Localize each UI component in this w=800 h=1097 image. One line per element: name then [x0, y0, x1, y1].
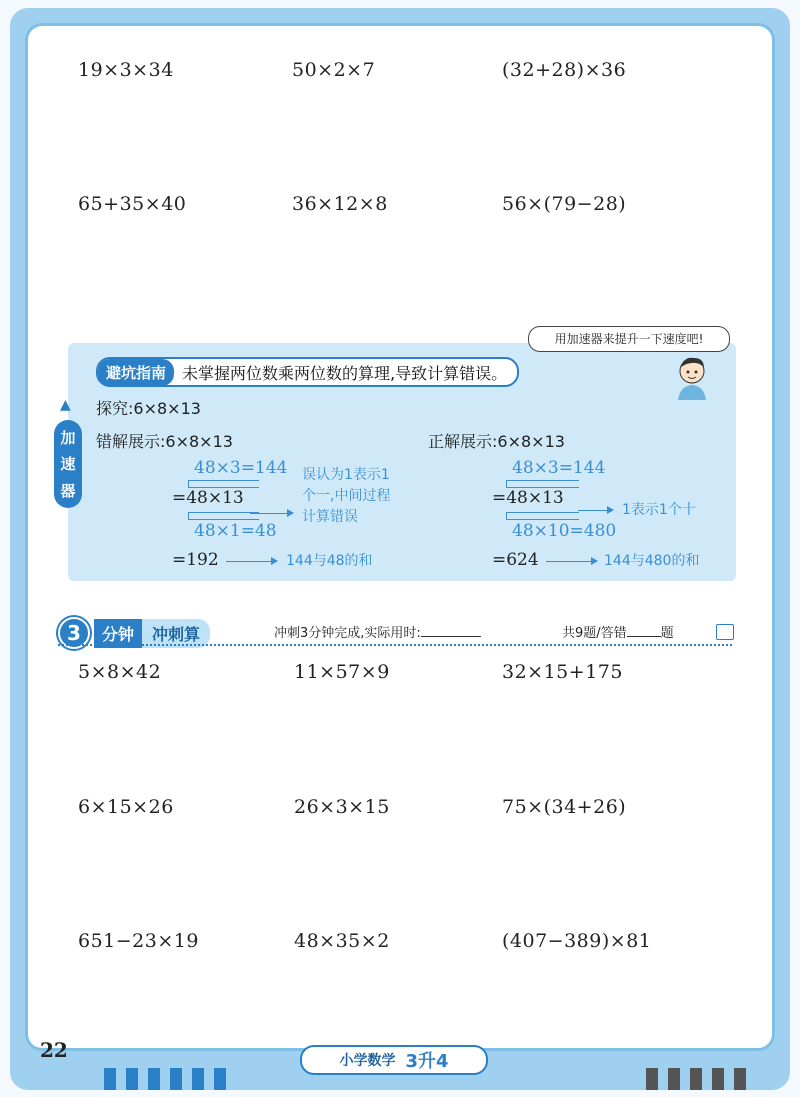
guide-title-text: 未掌握两位数乘两位数的算理,导致计算错误。: [182, 363, 508, 383]
section-divider: [58, 644, 732, 646]
wrong-step-1: 48×3=144: [194, 458, 288, 478]
exercise-11: 26×3×15: [294, 796, 390, 818]
pencil-icon: [716, 624, 734, 640]
section-info-time: 冲刺3分钟完成,实际用时:: [274, 622, 481, 641]
section-number: 3: [58, 617, 90, 649]
right-result: =624: [492, 550, 539, 570]
wrong-step-3: 48×1=48: [194, 521, 277, 541]
exercise-3: (32+28)×36: [502, 59, 627, 81]
right-arrow-1: [578, 510, 612, 511]
exercise-10: 6×15×26: [78, 796, 174, 818]
section-info-count: 共9题/答错 题: [562, 626, 674, 641]
wrong-arrow-2: [226, 561, 276, 562]
guide-tag: 避坑指南: [98, 359, 174, 386]
exercise-1: 19×3×34: [78, 59, 174, 81]
wrong-arrow-1: [250, 513, 292, 514]
exercise-12: 75×(34+26): [502, 796, 627, 818]
right-step-1: 48×3=144: [512, 458, 606, 478]
guide-title: [96, 357, 519, 387]
right-bracket-bottom: [506, 512, 579, 520]
wrong-count-blank[interactable]: [627, 636, 661, 637]
wrong-note-1: 误认为1表示1 个一,中间过程 计算错误: [302, 467, 391, 525]
wrong-result: =192: [172, 550, 219, 570]
wrong-bracket-top: [188, 480, 259, 488]
footer-stripes-left: [104, 1068, 226, 1090]
explore-label: 探究:6×8×13: [96, 399, 201, 418]
boy-illustration-icon: [672, 354, 712, 400]
rocket-icon: ▲: [60, 397, 71, 413]
exercise-8: 11×57×9: [294, 661, 390, 683]
wrong-solution-label: 错解展示:6×8×13: [96, 432, 233, 451]
exercise-6: 56×(79−28): [502, 193, 627, 215]
section-label-b: 冲刺算: [142, 619, 210, 648]
page-number: 22: [40, 1038, 68, 1062]
section-label-a: 分钟: [94, 619, 142, 648]
right-step-2: =48×13: [492, 488, 564, 508]
right-bracket-top: [506, 480, 579, 488]
right-arrow-2: [546, 561, 596, 562]
speech-bubble: 用加速器来提升一下速度吧!: [528, 326, 730, 352]
right-note-2: 144与480的和: [604, 553, 700, 569]
exercise-7: 5×8×42: [78, 661, 162, 683]
exercise-15: (407−389)×81: [502, 930, 652, 952]
exercise-13: 651−23×19: [78, 930, 199, 952]
exercise-14: 48×35×2: [294, 930, 390, 952]
wrong-step-2: =48×13: [172, 488, 244, 508]
wrong-bracket-bottom: [188, 512, 259, 520]
exercise-4: 65+35×40: [78, 193, 187, 215]
right-solution-label: 正解展示:6×8×13: [428, 432, 565, 451]
exercise-9: 32×15+175: [502, 661, 623, 683]
right-note-1: 1表示1个十: [622, 502, 696, 518]
right-step-3: 48×10=480: [512, 521, 617, 541]
exercise-2: 50×2×7: [292, 59, 376, 81]
footer-grade: 3升4: [405, 1051, 449, 1072]
accelerator-label: 加 速 器: [54, 420, 82, 508]
time-blank[interactable]: [421, 636, 481, 637]
wrong-note-2: 144与48的和: [286, 553, 373, 569]
exercise-5: 36×12×8: [292, 193, 388, 215]
footer-badge: [300, 1045, 488, 1075]
footer-subject: 小学数学: [339, 1053, 396, 1069]
footer-stripes-right: [646, 1068, 746, 1090]
